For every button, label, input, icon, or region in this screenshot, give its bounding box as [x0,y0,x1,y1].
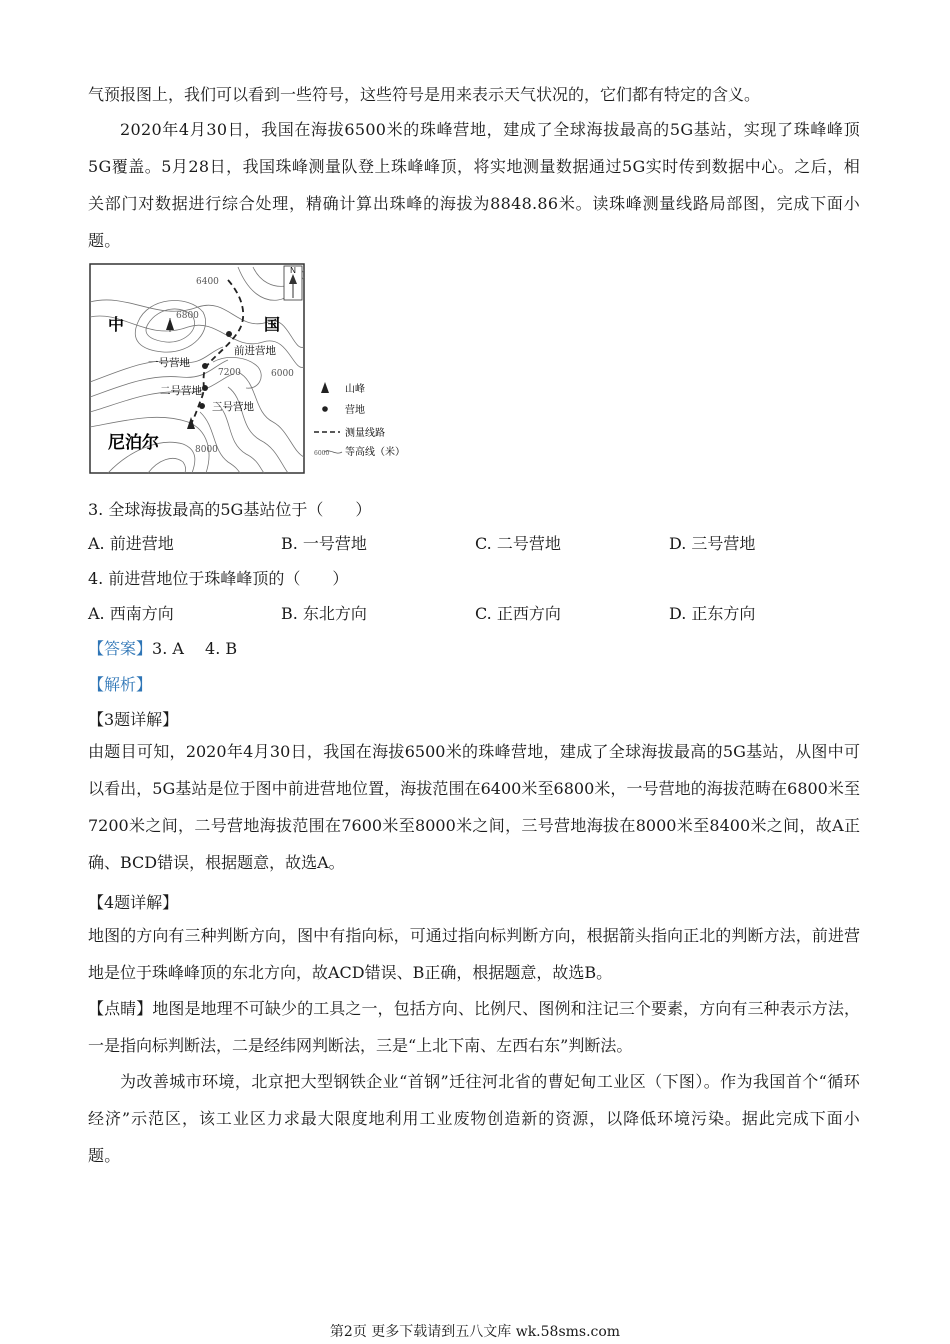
svg-text:6000: 6000 [314,450,330,457]
china-label-1: 中 [108,315,125,334]
svg-text:三号营地: 三号营地 [212,401,254,413]
q3-stem: 3. 全球海拔最高的5G基站位于（ ） [88,500,372,519]
svg-text:山峰: 山峰 [345,384,365,395]
q4-stem: 4. 前进营地位于珠峰峰顶的（ ） [88,569,349,588]
answer-label: 【答案】 [88,639,153,658]
detail3-label: 【3题详解】 [88,710,179,729]
svg-text:前进营地: 前进营地 [234,345,276,357]
detail4-text: 地图的方向有三种判断方向，图中有指向标，可通过指向标判断方向，根据箭头指向正北的判断方法，前进营地是位于珠峰峰顶的东北方向，故ACD错误、B正确，根据题意，故选B。 [88,926,860,982]
detail3-text: 由题目可知，2020年4月30日，我国在海拔6500米的珠峰营地，建成了全球海拔最高的5G基站，从图中可以看出，5G基站是位于图中前进营地位置，海拔范围在6400米至6800米，一号营地的海拔范畴在6800米至7200米之间，二号营地海拔范围在7600米至8000米之间，三号营地海拔在8000米至8400米之间，故A正确、BCD错误，根据题意，故选A。 [88,742,860,872]
passage-everest: 2020年4月30日，我国在海拔6500米的珠峰营地，建成了全球海拔最高的5G基站，实现了珠峰峰顶5G覆盖。5月28日，我国珠峰测量队登上珠峰峰顶，将实地测量数据通过5G实时传到数据中心。之后，相关部门对数据进行综合处理，精确计算出珠峰的海拔为8848.86米。读珠峰测量线路局部图，完成下面小题。 [88,120,860,250]
page-footer: 第2页 更多下载请到五八文库 wk.58sms.com [329,1324,621,1340]
camp-dot-2 [202,385,208,391]
camp-dot-1 [202,363,208,369]
q3-option-c: C. 二号营地 [475,534,561,553]
q4-option-a: A. 西南方向 [88,604,174,623]
intro-tail-text: 气预报图上，我们可以看到一些符号，这些符号是用来表示天气状况的，它们都有特定的含义。 [88,85,761,104]
camp-dot-advance [226,331,232,337]
q4-option-d: D. 正东方向 [669,604,756,623]
svg-text:8000: 8000 [195,445,218,455]
svg-text:7200: 7200 [218,368,241,378]
detail4-label: 【4题详解】 [88,893,179,912]
answer-line [88,636,237,659]
north-arrow-icon [284,266,302,300]
q3-option-d: D. 三号营地 [669,534,756,553]
svg-text:测量线路: 测量线路 [345,428,385,439]
q3-option-a: A. 前进营地 [88,534,174,553]
answer-text: 3. A 4. B [152,639,238,658]
tip-label: 【点睛】 [88,999,153,1018]
nepal-label: 尼泊尔 [108,433,159,453]
svg-text:6400: 6400 [196,277,219,287]
map-legend [314,382,405,458]
q4-option-c: C. 正西方向 [475,604,561,623]
svg-text:6000: 6000 [271,369,294,379]
everest-route-map [88,262,418,476]
q4-option-b: B. 东北方向 [281,604,367,623]
svg-text:营地: 营地 [345,405,365,416]
legend-peak-icon [321,382,329,393]
tip-paragraph [88,990,860,1064]
q3-option-b: B. 一号营地 [281,534,367,553]
north-label: N [290,266,296,275]
legend-camp-icon [322,406,328,412]
svg-text:等高线（米）: 等高线（米） [345,447,405,458]
china-label-2: 国 [264,315,281,334]
svg-text:一号营地: 一号营地 [148,357,190,369]
analysis-label: 【解析】 [88,675,153,694]
camp-dot-3 [199,403,205,409]
passage-capital-steel: 为改善城市环境，北京把大型钢铁企业“首钢”迁往河北省的曹妃甸工业区（下图）。作为我国首个“循环经济”示范区，该工业区力求最大限度地利用工业废物创造新的资源，以降低环境污染。据此完成下面小题。 [88,1072,860,1165]
tip-text: 地图是地理不可缺少的工具之一，包括方向、比例尺、图例和注记三个要素，方向有三种表示方法，一是指向标判断法，二是经纬网判断法，三是“上北下南、左西右东”判断法。 [88,999,860,1055]
svg-text:6800: 6800 [176,311,199,321]
svg-text:二号营地: 二号营地 [160,385,202,397]
